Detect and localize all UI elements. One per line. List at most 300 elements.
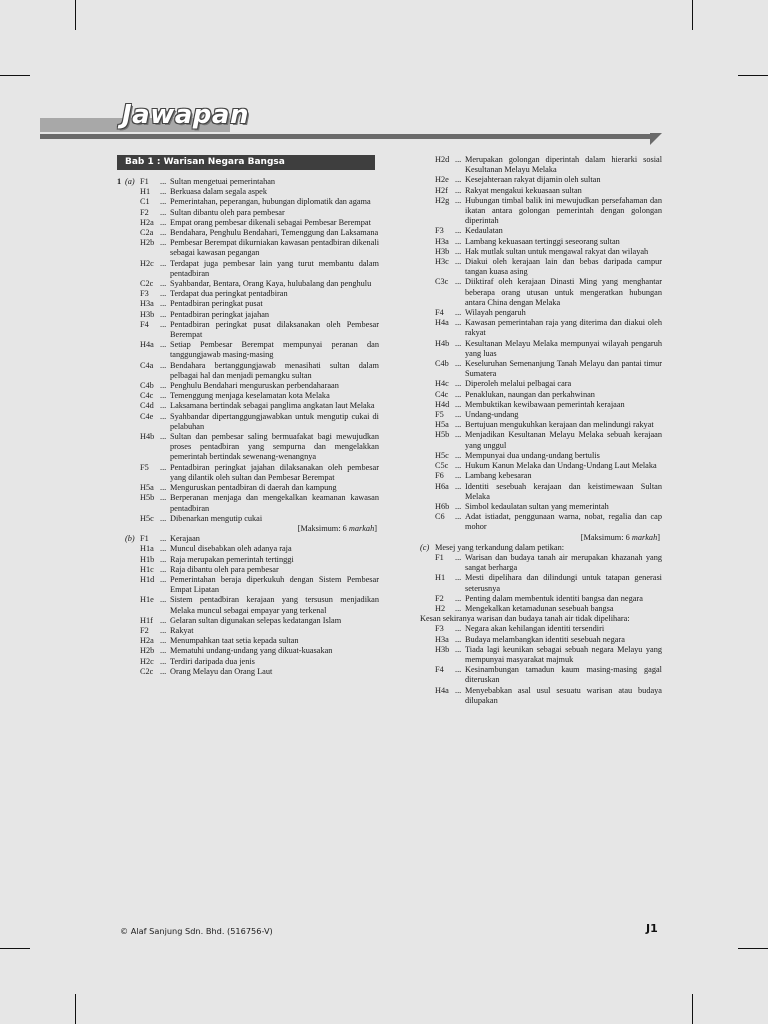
answer-code: H6b — [435, 501, 450, 511]
left-column — [117, 155, 379, 677]
leader-dots: ... — [160, 411, 167, 421]
leader-dots: ... — [160, 483, 167, 493]
answer-row — [420, 226, 662, 236]
max-marks-note — [420, 533, 662, 543]
right-answer-list — [420, 155, 662, 706]
answer-row — [420, 186, 662, 196]
answer-row — [117, 514, 379, 524]
answer-code: H3b — [435, 246, 450, 256]
answer-row — [117, 595, 379, 615]
leader-dots: ... — [455, 175, 462, 185]
answer-text: Mematuhi undang-undang yang dikuat-kuasakan — [170, 646, 333, 656]
answer-row — [420, 237, 662, 247]
answer-row — [117, 361, 379, 381]
leader-dots: ... — [160, 554, 167, 564]
leader-dots: ... — [455, 624, 462, 634]
answer-code: H2f — [435, 185, 448, 195]
leader-dots: ... — [455, 236, 462, 246]
answer-code: C6 — [435, 512, 445, 522]
answer-row — [117, 208, 379, 218]
question-number: 1 — [117, 177, 122, 186]
leader-dots: ... — [160, 493, 167, 503]
answer-code: C2c — [140, 279, 154, 289]
answer-text: Pentadbiran peringkat jajahan — [170, 309, 270, 319]
answer-row — [117, 493, 379, 513]
question-intro — [420, 543, 662, 553]
answer-text: Terdiri daripada dua jenis — [170, 656, 255, 666]
answer-text: Lambang kekuasaan tertinggi seseorang sultan — [465, 236, 620, 246]
question-part: (a) — [125, 177, 135, 186]
max-marks-label: [Maksimum: 6 — [580, 532, 632, 542]
answer-text: Merupakan golongan diperintah dalam hierarki sosial Kesultanan Melayu Melaka — [465, 155, 662, 175]
answer-row — [420, 594, 662, 604]
leader-dots: ... — [455, 318, 462, 328]
banner-triangle — [650, 133, 662, 145]
answer-text: Kawasan pemerintahan raja yang diterima dan diakui oleh rakyat — [465, 318, 662, 338]
answer-code: H3a — [435, 236, 449, 246]
answer-row — [117, 218, 379, 228]
answer-code: F1 — [435, 552, 444, 562]
answer-code: H1c — [140, 564, 154, 574]
leader-dots: ... — [160, 207, 167, 217]
answer-row — [420, 553, 662, 573]
section-header: Bab 1 : Warisan Negara Bangsa — [117, 155, 375, 170]
answer-code: F4 — [435, 665, 444, 675]
leader-dots: ... — [455, 277, 462, 287]
answer-row — [117, 310, 379, 320]
answer-row — [117, 412, 379, 432]
answer-row — [117, 320, 379, 340]
answer-row — [420, 308, 662, 318]
answer-code: C1 — [140, 197, 150, 207]
leader-dots: ... — [455, 399, 462, 409]
leader-dots: ... — [160, 360, 167, 370]
max-marks-unit: markah — [348, 523, 375, 533]
answer-row — [420, 471, 662, 481]
answer-text: Hukum Kanun Melaka dan Undang-Undang Laut Melaka — [465, 461, 657, 471]
answer-row — [420, 420, 662, 430]
answer-text: Kesultanan Melayu Melaka mempunyai wilayah pengaruh yang luas — [465, 338, 662, 358]
answer-text: Muncul disebabkan oleh adanya raja — [170, 544, 292, 554]
answer-row — [117, 401, 379, 411]
answer-code: H4a — [140, 340, 154, 350]
leader-dots: ... — [160, 666, 167, 676]
answer-text: Temenggung menjaga keselamatan kota Melaka — [170, 391, 330, 401]
max-marks-close: ] — [374, 523, 377, 533]
answer-text: Diperoleh melalui pelbagai cara — [465, 379, 572, 389]
answer-code: H2e — [435, 175, 449, 185]
answer-row — [420, 196, 662, 227]
leader-dots: ... — [160, 401, 167, 411]
max-marks-unit: markah — [631, 532, 658, 542]
leader-dots: ... — [160, 574, 167, 584]
answer-code: H1 — [435, 573, 446, 583]
question-intro-text: Mesej yang terkandung dalam petikan: — [435, 542, 565, 552]
answer-code: C4a — [140, 360, 154, 370]
answer-code: H2a — [140, 217, 154, 227]
leader-dots: ... — [455, 257, 462, 267]
leader-dots: ... — [160, 656, 167, 666]
leader-dots: ... — [160, 462, 167, 472]
answer-text: Pentadbiran peringkat pusat — [170, 299, 263, 309]
answer-text: Menjadikan Kesultanan Melayu Melaka sebuah kerajaan yang unggul — [465, 430, 662, 450]
answer-row — [420, 624, 662, 634]
footer-page-number: J1 — [646, 922, 658, 935]
leader-dots: ... — [160, 279, 167, 289]
leader-dots: ... — [455, 603, 462, 613]
leader-dots: ... — [160, 636, 167, 646]
answer-row — [420, 277, 662, 308]
answer-row — [420, 379, 662, 389]
answer-text: Penghulu Bendahari menguruskan perbendaharaan — [170, 381, 339, 391]
answer-code: F2 — [140, 625, 149, 635]
crop-mark-top-right-h — [738, 75, 768, 76]
answer-code: H3c — [435, 257, 449, 267]
question-part: (b) — [125, 534, 135, 544]
answer-row — [117, 616, 379, 626]
max-marks-note — [117, 524, 379, 534]
leader-dots: ... — [455, 634, 462, 644]
answer-code: C2c — [140, 666, 154, 676]
answer-row — [420, 482, 662, 502]
answer-row — [420, 257, 662, 277]
answer-code: H5b — [140, 493, 155, 503]
leader-dots: ... — [455, 430, 462, 440]
answer-text: Tiada lagi keunikan sebagai sebuah negara Melayu yang mempunyai masyarakat majmuk — [465, 644, 662, 664]
leader-dots: ... — [160, 340, 167, 350]
answer-text: Raja merupakan pemerintah tertinggi — [170, 554, 294, 564]
answer-row — [420, 318, 662, 338]
answer-text: Negara akan kehilangan identiti tersendiri — [465, 624, 605, 634]
answer-row — [420, 645, 662, 665]
answer-text: Kesinambungan tamadun kaum masing-masing gagal diteruskan — [465, 665, 662, 685]
leader-dots: ... — [160, 187, 167, 197]
answer-text: Kedaulatan — [465, 226, 503, 236]
answer-row — [420, 175, 662, 185]
answer-text: Syahbandar, Bentara, Orang Kaya, hulubalang dan penghulu — [170, 279, 372, 289]
answer-row — [117, 575, 379, 595]
leader-dots: ... — [160, 381, 167, 391]
answer-row — [117, 432, 379, 463]
answer-row — [420, 502, 662, 512]
leader-dots: ... — [455, 501, 462, 511]
answer-row — [117, 279, 379, 289]
leader-dots: ... — [455, 185, 462, 195]
leader-dots: ... — [160, 625, 167, 635]
answer-row — [420, 155, 662, 175]
answer-code: H2b — [140, 646, 155, 656]
answer-code: H1d — [140, 574, 155, 584]
answer-row — [117, 238, 379, 258]
answer-code: F1 — [140, 177, 149, 186]
answer-code: C5c — [435, 461, 449, 471]
answer-row — [420, 451, 662, 461]
answer-code: H2b — [140, 238, 155, 248]
answer-text: Terdapat dua peringkat pentadbiran — [170, 289, 288, 299]
question-subintro-text: Kesan sekiranya warisan dan budaya tanah air tidak dipelihara: — [420, 614, 630, 624]
answer-text: Rakyat — [170, 625, 194, 635]
answer-code: F4 — [140, 319, 149, 329]
answer-code: H3a — [435, 634, 449, 644]
leader-dots: ... — [160, 544, 167, 554]
answer-row — [117, 565, 379, 575]
leader-dots: ... — [455, 471, 462, 481]
answer-text: Keseluruhan Semenanjung Tanah Melayu dan pantai timur Sumatera — [465, 359, 662, 379]
question-part: (c) — [420, 542, 430, 552]
leader-dots: ... — [160, 391, 167, 401]
answer-code: H5c — [140, 513, 154, 523]
answer-text: Sultan mengetuai pemerintahan — [170, 177, 276, 186]
answer-text: Membuktikan kewibawaan pemerintah kerajaan — [465, 399, 625, 409]
answer-text: Diakui oleh kerajaan lain dan bebas daripada campur tangan kuasa asing — [465, 257, 662, 277]
leader-dots: ... — [455, 338, 462, 348]
answer-text: Orang Melayu dan Orang Laut — [170, 666, 273, 676]
answer-row — [420, 430, 662, 450]
answer-code: F3 — [435, 226, 444, 236]
crop-mark-top-left-h — [0, 75, 30, 76]
answer-text: Mengekalkan ketamadunan sesebuah bangsa — [465, 603, 614, 613]
answer-text: Hak mutlak sultan untuk mengawal rakyat dan wilayah — [465, 246, 649, 256]
leader-dots: ... — [160, 217, 167, 227]
leader-dots: ... — [160, 615, 167, 625]
answer-text: Berkuasa dalam segala aspek — [170, 187, 267, 197]
answer-text: Kerajaan — [170, 534, 200, 544]
answer-text: Menguruskan pentadbiran di daerah dan kampung — [170, 483, 337, 493]
answer-code: C4d — [140, 401, 154, 411]
answer-row — [117, 197, 379, 207]
answer-code: C3c — [435, 277, 449, 287]
answer-row — [117, 646, 379, 656]
leader-dots: ... — [455, 420, 462, 430]
answer-code: H1 — [140, 187, 151, 197]
answer-code: F2 — [140, 207, 149, 217]
answer-text: Pemerintahan, peperangan, hubungan diplomatik dan agama — [170, 197, 371, 207]
answer-text: Menyebabkan asal usul sesuatu warisan atau budaya dilupakan — [465, 685, 662, 705]
answer-row — [420, 665, 662, 685]
answer-text: Pentadbiran peringkat pusat dilaksanakan oleh Pembesar Berempat — [170, 319, 379, 340]
left-answer-list — [117, 177, 379, 677]
answer-code: F5 — [435, 410, 444, 420]
answer-code: H5c — [435, 450, 449, 460]
answer-code: H4b — [435, 338, 450, 348]
answer-row — [117, 626, 379, 636]
leader-dots: ... — [160, 238, 167, 248]
answer-text: Pembesar Berempat dikurniakan kawasan pentadbiran dikenali sebagai kawasan pegangan — [170, 238, 379, 258]
answer-row — [117, 555, 379, 565]
answer-row — [117, 636, 379, 646]
answer-code: H1b — [140, 554, 155, 564]
answer-row — [117, 391, 379, 401]
banner-title: Jawapan — [122, 100, 249, 130]
answer-text: Wilayah pengaruh — [465, 308, 526, 318]
leader-dots: ... — [455, 359, 462, 369]
leader-dots: ... — [160, 595, 167, 605]
answer-text: Mempunyai dua undang-undang bertulis — [465, 450, 600, 460]
leader-dots: ... — [455, 389, 462, 399]
answer-row — [117, 534, 379, 544]
answer-row — [117, 299, 379, 309]
answer-row — [420, 339, 662, 359]
leader-dots: ... — [455, 665, 462, 675]
answer-code: F3 — [435, 624, 444, 634]
answer-row — [420, 573, 662, 593]
answer-code: H5a — [435, 420, 449, 430]
answer-code: H4d — [435, 399, 450, 409]
leader-dots: ... — [455, 226, 462, 236]
answer-row — [420, 359, 662, 379]
leader-dots: ... — [160, 432, 167, 442]
answer-row — [117, 381, 379, 391]
max-marks-label: [Maksimum: 6 — [297, 523, 349, 533]
leader-dots: ... — [455, 552, 462, 562]
leader-dots: ... — [455, 450, 462, 460]
answer-row — [420, 604, 662, 614]
leader-dots: ... — [160, 534, 167, 544]
answer-text: Kesejahteraan rakyat dijamin oleh sultan — [465, 175, 601, 185]
answer-row — [420, 461, 662, 471]
answer-code: F6 — [435, 471, 444, 481]
answer-row — [420, 390, 662, 400]
answer-text: Penaklukan, naungan dan perkahwinan — [465, 389, 595, 399]
answer-code: H1a — [140, 544, 154, 554]
leader-dots: ... — [455, 379, 462, 389]
answer-row — [117, 259, 379, 279]
answer-text: Diiktiraf oleh kerajaan Dinasti Ming yang menghantar beberapa orang utusan untuk mengeratkan hubungan antara China dengan Melaka — [465, 277, 662, 307]
answer-row — [117, 483, 379, 493]
answer-row — [117, 544, 379, 554]
answer-row — [117, 667, 379, 677]
answer-code: H2a — [140, 636, 154, 646]
answer-code: C4c — [140, 391, 154, 401]
crop-mark-top-left — [75, 0, 76, 30]
answer-row — [117, 187, 379, 197]
answer-text: Warisan dan budaya tanah air merupakan khazanah yang sangat berharga — [465, 552, 662, 573]
answer-code: C2a — [140, 228, 154, 238]
leader-dots: ... — [455, 410, 462, 420]
leader-dots: ... — [160, 564, 167, 574]
answer-code: C4b — [435, 359, 449, 369]
answer-code: H4c — [435, 379, 449, 389]
answer-text: Pentadbiran peringkat jajahan dilaksanakan oleh pembesar yang dilantik oleh sultan dan Pembesar Berempat — [170, 462, 379, 482]
answer-row — [117, 289, 379, 299]
answer-row — [420, 400, 662, 410]
leader-dots: ... — [455, 644, 462, 654]
leader-dots: ... — [455, 461, 462, 471]
answer-text: Gelaran sultan digunakan selepas kedatangan Islam — [170, 615, 342, 625]
answer-text: Syahbandar dipertanggungjawabkan untuk mengutip cukai di pelabuhan — [170, 411, 379, 431]
answer-code: H2c — [140, 656, 154, 666]
question-subintro — [420, 614, 662, 624]
answer-text: Raja dibantu oleh para pembesar — [170, 564, 279, 574]
answer-row — [420, 686, 662, 706]
answer-code: F5 — [140, 462, 149, 472]
answer-code: H1f — [140, 615, 153, 625]
crop-mark-bottom-left — [75, 994, 76, 1024]
answer-code: C4c — [435, 389, 449, 399]
answer-code: C4b — [140, 381, 154, 391]
answer-text: Mesti dipelihara dan dilindungi untuk tatapan generasi seterusnya — [465, 573, 662, 593]
answer-text: Bendahara, Penghulu Bendahari, Temenggung dan Laksamana — [170, 228, 379, 238]
answer-text: Empat orang pembesar dikenali sebagai Pembesar Berempat — [170, 217, 371, 227]
leader-dots: ... — [455, 195, 462, 205]
answer-row — [420, 635, 662, 645]
answer-code: H5b — [435, 430, 450, 440]
answer-code: F2 — [435, 593, 444, 603]
answer-row — [117, 657, 379, 667]
answer-row — [117, 463, 379, 483]
answer-text: Adat istiadat, penggunaan warna, nobat, regalia dan cap mohor — [465, 512, 662, 532]
footer-copyright: © Alaf Sanjung Sdn. Bhd. (516756-V) — [120, 926, 273, 936]
answer-code: C4e — [140, 411, 154, 421]
leader-dots: ... — [455, 593, 462, 603]
leader-dots: ... — [160, 299, 167, 309]
answer-code: H3b — [435, 644, 450, 654]
leader-dots: ... — [455, 155, 462, 164]
answer-text: Hubungan timbal balik ini mewujudkan persefahaman dan ikatan antara golongan pemerintah dengan golongan diperintah — [465, 195, 662, 226]
crop-mark-bottom-left-h — [0, 948, 30, 949]
answer-text: Penting dalam membentuk identiti bangsa dan negara — [465, 593, 643, 603]
leader-dots: ... — [455, 246, 462, 256]
answer-code: H2g — [435, 195, 450, 205]
answer-text: Bertujuan mengukuhkan kerajaan dan melindungi rakyat — [465, 420, 654, 430]
answer-code: H3a — [140, 299, 154, 309]
answer-text: Bendahara bertanggungjawab menasihati sultan dalam pelbagai hal dan menjadi pemangku sultan — [170, 360, 379, 380]
crop-mark-bottom-right — [692, 994, 693, 1024]
leader-dots: ... — [160, 289, 167, 299]
leader-dots: ... — [160, 309, 167, 319]
leader-dots: ... — [160, 513, 167, 523]
leader-dots: ... — [160, 228, 167, 238]
answer-code: H2c — [140, 258, 154, 268]
answer-code: H6a — [435, 481, 449, 491]
answer-text: Identiti sesebuah kerajaan dan keistimewaan Sultan Melaka — [465, 481, 662, 501]
answer-text: Setiap Pembesar Berempat mempunyai peranan dan tanggungjawab masing-masing — [170, 340, 379, 360]
answer-row — [420, 247, 662, 257]
leader-dots: ... — [160, 258, 167, 268]
answer-code: H4a — [435, 685, 449, 695]
answer-text: Laksamana bertindak sebagai panglima angkatan laut Melaka — [170, 401, 375, 411]
answer-row — [420, 512, 662, 532]
leader-dots: ... — [160, 319, 167, 329]
answer-code: F1 — [140, 534, 149, 544]
crop-mark-bottom-right-h — [738, 948, 768, 949]
answer-text: Sultan dibantu oleh para pembesar — [170, 207, 285, 217]
answer-text: Pemerintahan beraja diperkukuh dengan Sistem Pembesar Empat Lipatan — [170, 574, 379, 595]
answer-text: Sultan dan pembesar saling bermuafakat bagi mewujudkan proses pentadbiran yang sempurna dan mengelakkan pemerintah bertindak sewenang-wenangnya — [170, 432, 379, 462]
answer-row — [117, 340, 379, 360]
answer-code: H2 — [435, 603, 446, 613]
leader-dots: ... — [455, 573, 462, 583]
answer-text: Rakyat mengakui kekuasaan sultan — [465, 185, 582, 195]
answer-code: H4b — [140, 432, 155, 442]
leader-dots: ... — [160, 177, 167, 186]
answer-row — [117, 228, 379, 238]
answer-text: Lambang kebesaran — [465, 471, 532, 481]
answer-text: Undang-undang — [465, 410, 519, 420]
answer-row — [117, 177, 379, 187]
answer-text: Dibenarkan mengutip cukai — [170, 513, 263, 523]
answer-code: H5a — [140, 483, 154, 493]
answer-code: H1e — [140, 595, 154, 605]
leader-dots: ... — [455, 481, 462, 491]
leader-dots: ... — [160, 646, 167, 656]
answer-row — [420, 410, 662, 420]
leader-dots: ... — [455, 308, 462, 318]
answer-code: H3b — [140, 309, 155, 319]
leader-dots: ... — [160, 197, 167, 207]
answer-text: Menumpahkan taat setia kepada sultan — [170, 636, 299, 646]
answer-text: Terdapat juga pembesar lain yang turut membantu dalam pentadbiran — [170, 258, 379, 278]
